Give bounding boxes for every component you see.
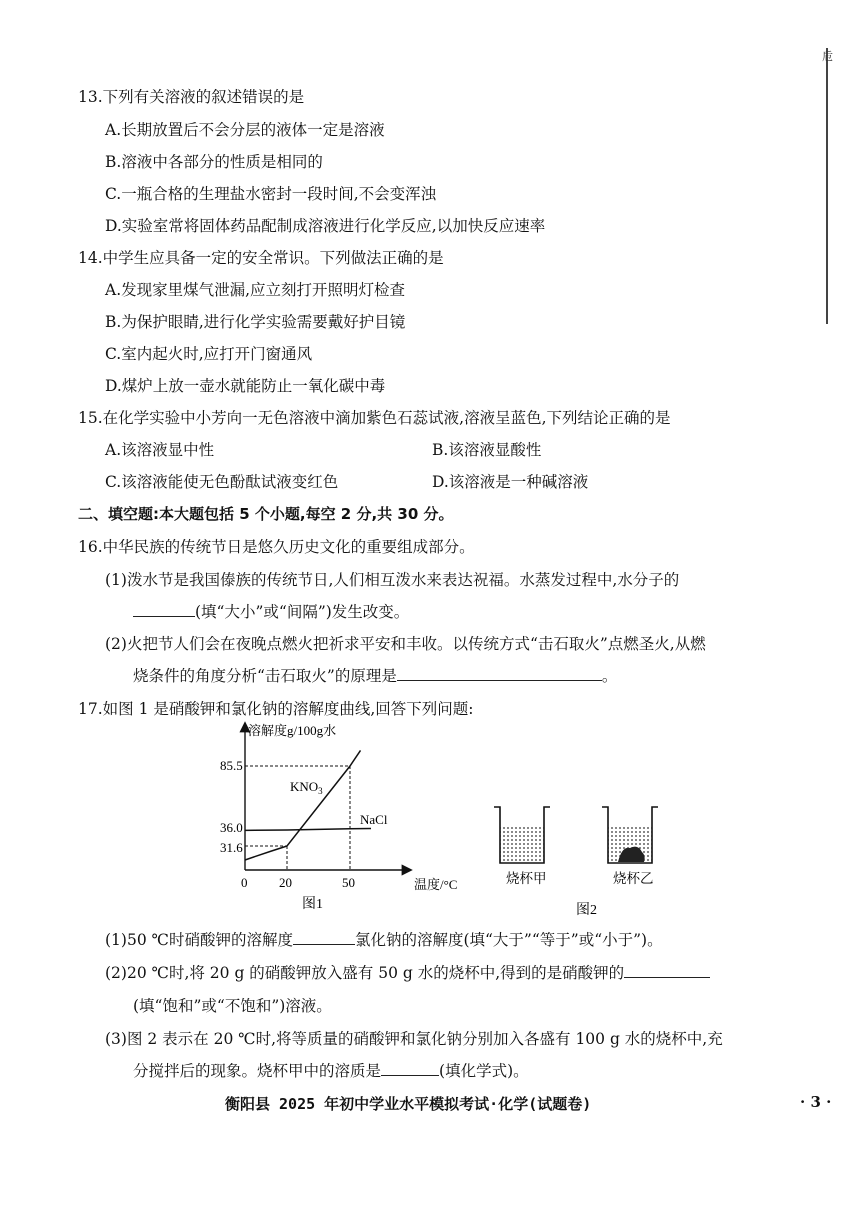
question-17-part-1-text: (1)50 ℃时硝酸钾的溶解度: [105, 931, 293, 949]
question-15-stem: 15.在化学实验中小芳向一无色溶液中滴加紫色石蕊试液,溶液呈蓝色,下列结论正确的是: [78, 409, 671, 427]
question-17-stem: 17.如图 1 是硝酸钾和氯化钠的溶解度曲线,回答下列问题:: [78, 700, 474, 718]
beaker-jia: [494, 807, 550, 863]
answer-blank[interactable]: [293, 930, 355, 945]
beakers-figure: [490, 790, 670, 920]
question-17-part-3-end: (填化学式)。: [439, 1062, 529, 1080]
beaker-yi: [602, 807, 658, 863]
question-15-option-d: D.该溶液是一种碱溶液: [432, 473, 589, 491]
x-tick-50: 50: [342, 875, 355, 890]
question-14-option-b: B.为保护眼睛,进行化学实验需要戴好护目镜: [105, 313, 406, 331]
question-14-option-d: D.煤炉上放一壶水就能防止一氧化碳中毒: [105, 377, 386, 395]
question-15-option-b: B.该溶液显酸性: [432, 441, 542, 459]
figure-1-caption: 图1: [302, 897, 323, 912]
question-17-part-3-line-2: [133, 1059, 529, 1081]
question-13-option-d: D.实验室常将固体药品配制成溶液进行化学反应,以加快反应速率: [105, 217, 546, 235]
question-13-option-b: B.溶液中各部分的性质是相同的: [105, 153, 323, 171]
beaker-yi-label: 烧杯乙: [613, 871, 654, 886]
y-tick-36-0: 36.0: [220, 820, 243, 835]
question-14-option-a: A.发现家里煤气泄漏,应立刻打开照明灯检查: [105, 281, 406, 299]
question-16-part-2-end: 。: [601, 667, 618, 685]
question-17-part-3-line-1: (3)图 2 表示在 20 ℃时,将等质量的硝酸钾和氯化钠分别加入各盛有 100 g 水的烧杯中,充: [105, 1030, 723, 1048]
x-axis-label: 温度/°C: [414, 877, 458, 892]
question-17-part-2-line-2: (填“饱和”或“不饱和”)溶液。: [133, 997, 332, 1015]
answer-blank[interactable]: [397, 666, 602, 681]
series-line-nacl: [245, 828, 371, 830]
figure-2-caption: 图2: [576, 903, 597, 918]
question-17-part-2-text: (2)20 ℃时,将 20 g 的硝酸钾放入盛有 50 g 水的烧杯中,得到的是硝酸钾的: [105, 964, 625, 982]
question-14-option-c: C.室内起火时,应打开门窗通风: [105, 345, 313, 363]
beaker-jia-label: 烧杯甲: [506, 871, 547, 886]
question-17-part-2-line-1: [105, 961, 710, 983]
page-number: · 3 ·: [800, 1093, 832, 1111]
y-tick-85-5: 85.5: [220, 758, 243, 773]
question-15-option-c: C.该溶液能使无色酚酞试液变红色: [105, 473, 339, 491]
question-17-part-3-text: 分搅拌后的现象。烧杯甲中的溶质是: [133, 1062, 382, 1080]
solubility-chart: [220, 718, 480, 918]
question-14-stem: 14.中学生应具备一定的安全常识。下列做法正确的是: [78, 249, 444, 267]
question-16-part-2-line-2: [133, 664, 617, 686]
x-tick-20: 20: [279, 875, 292, 890]
question-16-part-2-line-1: (2)火把节人们会在夜晚点燃火把祈求平安和丰收。以传统方式“击石取火”点燃圣火,从燃: [105, 635, 706, 653]
answer-blank[interactable]: [624, 963, 710, 978]
binding-margin-line: [826, 48, 828, 324]
question-17-part-1: [105, 928, 663, 950]
question-15-option-a: A.该溶液显中性: [105, 441, 215, 459]
question-13-stem: 13.下列有关溶液的叙述错误的是: [78, 88, 305, 106]
question-13-option-c: C.一瓶合格的生理盐水密封一段时间,不会变浑浊: [105, 185, 437, 203]
page-footer: 衡阳县 2025 年初中学业水平模拟考试·化学(试题卷): [225, 1095, 592, 1113]
binding-margin-mark: 卮: [822, 50, 833, 63]
series-label-kno3: $KNO_3$: [290, 779, 323, 796]
question-16-part-1-line-1: (1)泼水节是我国傣族的传统节日,人们相互泼水来表达祝福。水蒸发过程中,水分子的: [105, 571, 680, 589]
question-17-part-1-end: 氯化钠的溶解度(填“大于”“等于”或“小于”)。: [354, 931, 663, 949]
question-16-part-1-text: (填“大小”或“间隔”)发生改变。: [195, 603, 410, 621]
y-axis-label: 溶解度g/100g水: [248, 723, 337, 738]
answer-blank[interactable]: [133, 602, 195, 617]
question-16-part-2-text: 烧条件的角度分析“击石取火”的原理是: [133, 667, 397, 685]
answer-blank[interactable]: [381, 1061, 439, 1076]
question-16-stem: 16.中华民族的传统节日是悠久历史文化的重要组成部分。: [78, 538, 475, 556]
section-2-heading: 二、填空题:本大题包括 5 个小题,每空 2 分,共 30 分。: [78, 505, 454, 523]
y-tick-31-6: 31.6: [220, 840, 243, 855]
question-13-option-a: A.长期放置后不会分层的液体一定是溶液: [105, 121, 385, 139]
series-line-kno3: [245, 750, 361, 860]
series-label-nacl: NaCl: [360, 812, 388, 827]
x-tick-0: 0: [241, 875, 248, 890]
question-16-part-1-line-2: [133, 600, 409, 622]
